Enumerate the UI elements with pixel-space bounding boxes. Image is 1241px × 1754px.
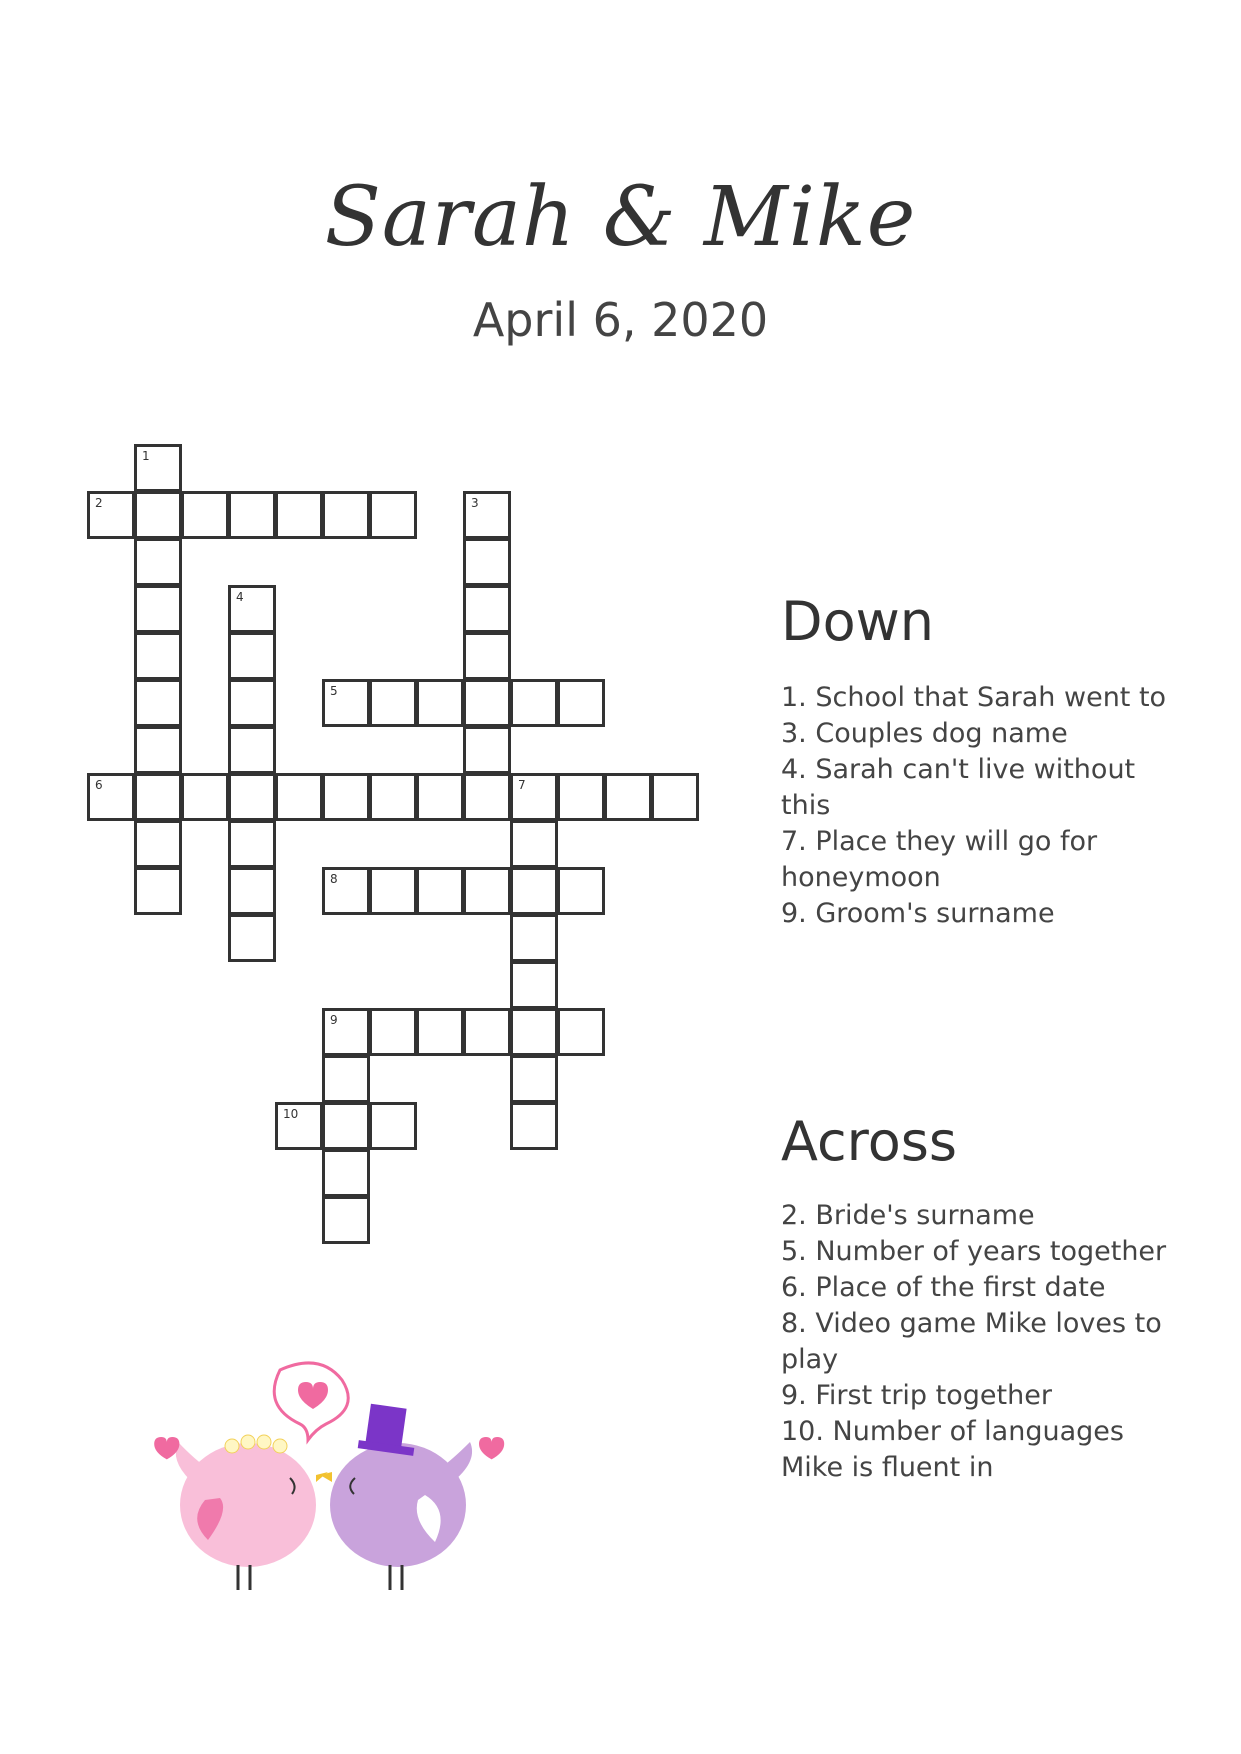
crossword-cell[interactable] — [87, 773, 135, 821]
clue-number: 8 — [330, 872, 338, 886]
crossword-cell[interactable] — [557, 773, 605, 821]
across-clue: 2. Bride's surname — [781, 1200, 1035, 1231]
crossword-cell[interactable] — [134, 820, 182, 868]
crossword-cell[interactable] — [181, 491, 229, 539]
crossword-cell[interactable] — [604, 773, 652, 821]
crossword-cell[interactable] — [463, 491, 511, 539]
across-clue: 6. Place of the first date — [781, 1272, 1106, 1303]
crossword-cell[interactable] — [510, 961, 558, 1009]
crossword-cell[interactable] — [134, 679, 182, 727]
clue-number: 9 — [330, 1013, 338, 1027]
crossword-cell[interactable] — [275, 1102, 323, 1150]
crossword-cell[interactable] — [322, 491, 370, 539]
crossword-cell[interactable] — [228, 491, 276, 539]
clue-number: 1 — [142, 449, 150, 463]
crossword-cell[interactable] — [416, 867, 464, 915]
crossword-cell[interactable] — [322, 1008, 370, 1056]
crossword-cell[interactable] — [463, 726, 511, 774]
clue-number: 4 — [236, 590, 244, 604]
crossword-cell[interactable] — [510, 679, 558, 727]
crossword-cell[interactable] — [510, 1008, 558, 1056]
crossword-cell[interactable] — [369, 679, 417, 727]
crossword-cell[interactable] — [510, 867, 558, 915]
across-clue: 8. Video game Mike loves to play — [781, 1308, 1162, 1375]
crossword-cell[interactable] — [463, 679, 511, 727]
crossword-cell[interactable] — [416, 773, 464, 821]
crossword-cell[interactable] — [369, 1102, 417, 1150]
crossword-cell[interactable] — [510, 1102, 558, 1150]
crossword-cell[interactable] — [369, 867, 417, 915]
across-clue: 10. Number of languages Mike is fluent in — [781, 1416, 1124, 1483]
crossword-cell[interactable] — [510, 914, 558, 962]
crossword-cell[interactable] — [557, 679, 605, 727]
crossword-cell[interactable] — [463, 538, 511, 586]
crossword-cell[interactable] — [510, 820, 558, 868]
crossword-cell[interactable] — [416, 679, 464, 727]
crossword-cell[interactable] — [557, 867, 605, 915]
crossword-cell[interactable] — [463, 773, 511, 821]
wedding-date: April 6, 2020 — [472, 293, 769, 347]
crossword-cell[interactable] — [134, 538, 182, 586]
crossword-cell[interactable] — [181, 773, 229, 821]
across-heading: Across — [781, 1110, 958, 1173]
crossword-cell[interactable] — [322, 1055, 370, 1103]
down-clue: 7. Place they will go for honeymoon — [781, 826, 1098, 893]
clue-number: 6 — [95, 778, 103, 792]
crossword-cell[interactable] — [463, 632, 511, 680]
down-clue: 3. Couples dog name — [781, 718, 1068, 749]
crossword-cell[interactable] — [369, 1008, 417, 1056]
crossword-cell[interactable] — [228, 820, 276, 868]
crossword-cell[interactable] — [510, 773, 558, 821]
crossword-cell[interactable] — [134, 444, 182, 492]
crossword-cell[interactable] — [322, 1196, 370, 1244]
down-clue-list — [781, 680, 1171, 932]
crossword-cell[interactable] — [228, 585, 276, 633]
down-clue: 9. Groom's surname — [781, 898, 1055, 929]
crossword-cell[interactable] — [463, 867, 511, 915]
couple-names-title: Sarah & Mike — [324, 170, 917, 265]
love-birds-illustration — [150, 1360, 520, 1600]
crossword-cell[interactable] — [228, 726, 276, 774]
crossword-cell[interactable] — [228, 914, 276, 962]
crossword-cell[interactable] — [557, 1008, 605, 1056]
crossword-cell[interactable] — [275, 773, 323, 821]
crossword-cell[interactable] — [228, 632, 276, 680]
crossword-cell[interactable] — [134, 726, 182, 774]
speech-bubble-heart-icon — [274, 1363, 348, 1440]
crossword-cell[interactable] — [322, 867, 370, 915]
crossword-cell[interactable] — [510, 1055, 558, 1103]
crossword-cell[interactable] — [228, 679, 276, 727]
crossword-cell[interactable] — [134, 773, 182, 821]
clue-number: 7 — [518, 778, 526, 792]
crossword-cell[interactable] — [369, 773, 417, 821]
clue-number: 5 — [330, 684, 338, 698]
purple-bird-icon — [320, 1404, 472, 1590]
crossword-cell[interactable] — [322, 679, 370, 727]
down-clue: 1. School that Sarah went to — [781, 682, 1167, 713]
across-clue: 9. First trip together — [781, 1380, 1052, 1411]
down-clue: 4. Sarah can't live without this — [781, 754, 1136, 821]
clue-number: 10 — [283, 1107, 299, 1121]
crossword-cell[interactable] — [275, 491, 323, 539]
crossword-cell[interactable] — [134, 632, 182, 680]
pink-bird-icon — [176, 1435, 328, 1590]
across-clue: 5. Number of years together — [781, 1236, 1167, 1267]
crossword-cell[interactable] — [369, 491, 417, 539]
crossword-cell[interactable] — [416, 1008, 464, 1056]
clue-number: 3 — [471, 496, 479, 510]
crossword-cell[interactable] — [463, 585, 511, 633]
across-clue-list — [781, 1198, 1171, 1486]
crossword-cell[interactable] — [87, 491, 135, 539]
crossword-cell[interactable] — [134, 585, 182, 633]
crossword-cell[interactable] — [651, 773, 699, 821]
crossword-cell[interactable] — [322, 773, 370, 821]
crossword-cell[interactable] — [322, 1102, 370, 1150]
crossword-cell[interactable] — [228, 773, 276, 821]
down-heading: Down — [781, 590, 935, 653]
crossword-cell[interactable] — [228, 867, 276, 915]
crossword-cell[interactable] — [134, 867, 182, 915]
crossword-cell[interactable] — [463, 1008, 511, 1056]
crossword-cell[interactable] — [322, 1149, 370, 1197]
clue-number: 2 — [95, 496, 103, 510]
crossword-cell[interactable] — [134, 491, 182, 539]
